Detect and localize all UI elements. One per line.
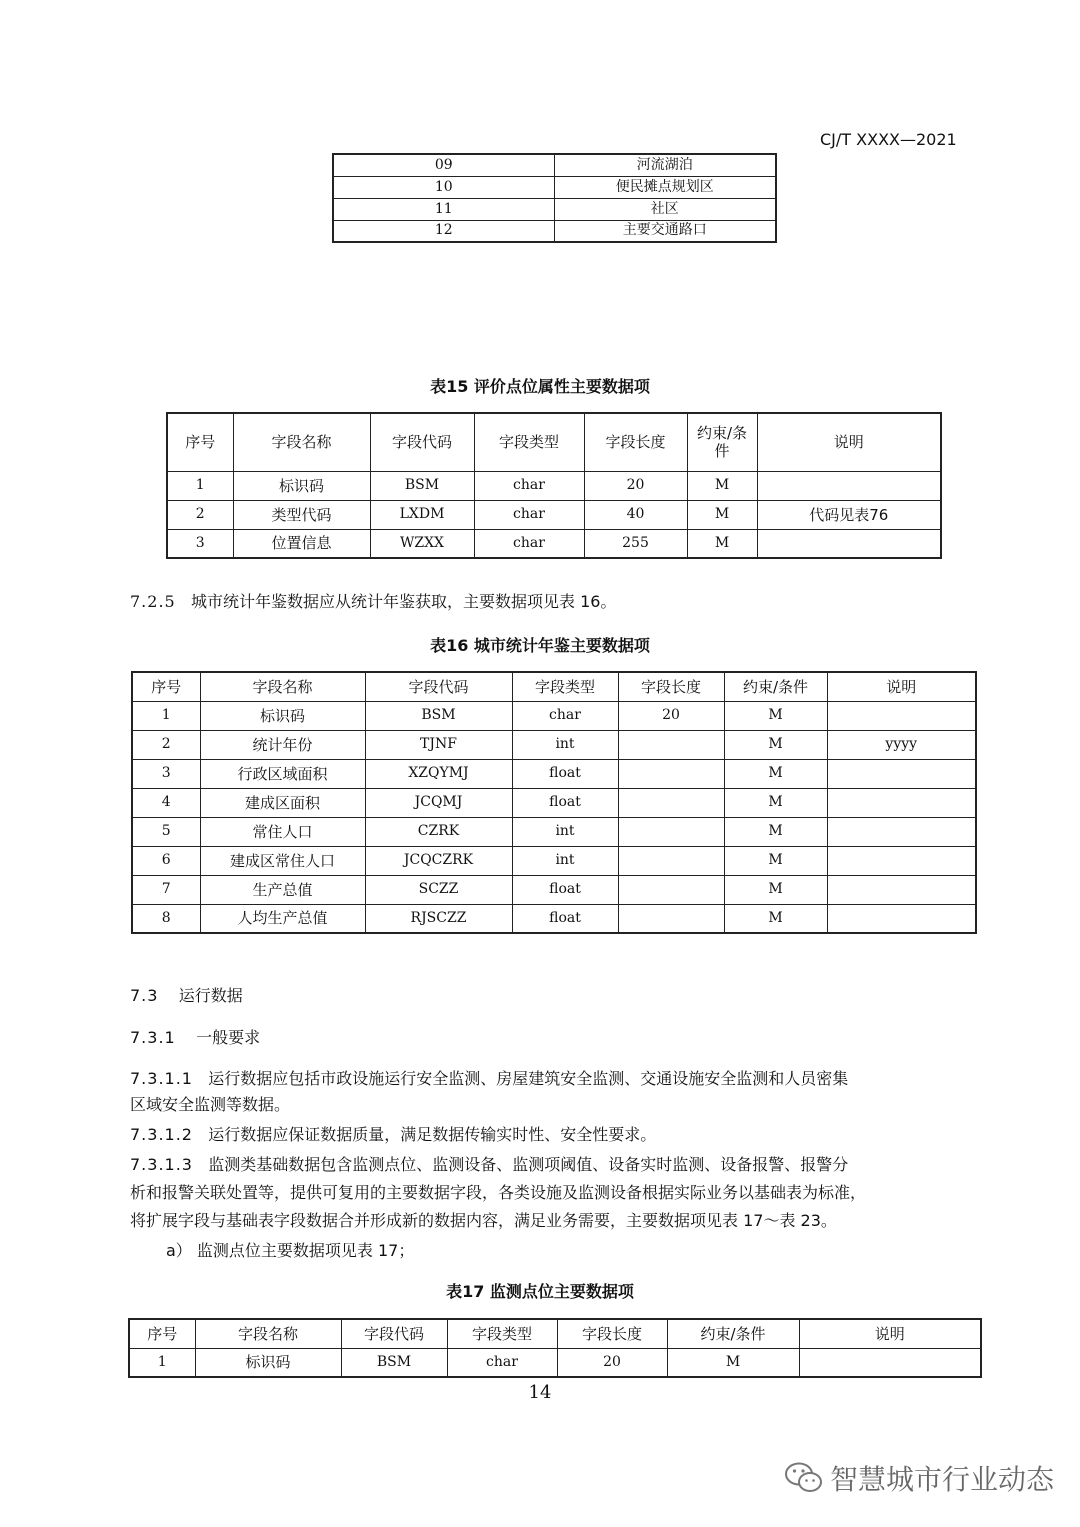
table-cell: 类型代码	[233, 500, 370, 529]
table-cell: 3	[132, 759, 200, 788]
table-cell: 1	[132, 701, 200, 730]
table-cell	[618, 730, 724, 759]
table-cell: float	[512, 759, 618, 788]
table-cell: M	[687, 500, 757, 529]
table-cell: M	[724, 875, 827, 904]
table-cell: 位置信息	[233, 529, 370, 558]
table-cell: 标识码	[200, 701, 365, 730]
page-number: 14	[528, 1382, 552, 1403]
clause-line	[130, 1066, 990, 1092]
table-cell: 主要交通路口	[554, 220, 776, 242]
table-cell: BSM	[370, 471, 474, 500]
table-cell: char	[447, 1348, 557, 1377]
section-title: 运行数据	[178, 986, 243, 1005]
header-cell: 约束/条件	[724, 672, 827, 701]
clause-text: 监测类基础数据包含监测点位、监测设备、监测项阈值、设备实时监测、设备报警、报警分	[208, 1155, 849, 1174]
table-cell: char	[474, 471, 584, 500]
table-15	[166, 412, 942, 559]
table-cell: 建成区面积	[200, 788, 365, 817]
table-16	[131, 671, 977, 934]
table-cell	[827, 875, 976, 904]
clause-7-3-1-1	[130, 1066, 990, 1118]
table-cell: 河流湖泊	[554, 154, 776, 176]
table-cell: XZQYMJ	[365, 759, 512, 788]
header-cell: 说明	[827, 672, 976, 701]
table-cell	[618, 788, 724, 817]
table-header-row	[132, 672, 976, 701]
table-cell: 40	[584, 500, 687, 529]
table-row	[132, 817, 976, 846]
header-cell: 序号	[132, 672, 200, 701]
table-cell: 标识码	[233, 471, 370, 500]
table-cell	[827, 846, 976, 875]
table-cell: BSM	[365, 701, 512, 730]
table-cell: 7	[132, 875, 200, 904]
table-row	[132, 846, 976, 875]
table-cell: M	[724, 817, 827, 846]
table-cell: 生产总值	[200, 875, 365, 904]
clause-7-3-1-2	[130, 1122, 990, 1148]
table-cell	[618, 846, 724, 875]
table-cell: M	[724, 788, 827, 817]
list-item-a: a） 监测点位主要数据项见表 17；	[166, 1241, 415, 1260]
clause-text: 城市统计年鉴数据应从统计年鉴获取，主要数据项见表 16。	[190, 592, 617, 611]
table-cell: char	[474, 500, 584, 529]
section-title: 一般要求	[196, 1028, 261, 1047]
table-cell: M	[724, 759, 827, 788]
table-cell: 11	[333, 198, 554, 220]
table-cell: SCZZ	[365, 875, 512, 904]
section-7-3-1-heading	[130, 1025, 260, 1048]
header-cell: 字段代码	[370, 413, 474, 471]
table-cell	[827, 701, 976, 730]
table-cell: 5	[132, 817, 200, 846]
table-cell: 12	[333, 220, 554, 242]
clause-number: 7.3.1.3	[130, 1155, 193, 1174]
paragraph-7-2-5	[130, 590, 616, 614]
header-cell: 序号	[167, 413, 233, 471]
table-cell: 社区	[554, 198, 776, 220]
header-cell: 字段名称	[200, 672, 365, 701]
table-cell: 建成区常住人口	[200, 846, 365, 875]
table-cell	[618, 759, 724, 788]
table-cell: 3	[167, 529, 233, 558]
table-cell: CZRK	[365, 817, 512, 846]
section-number: 7.3.1	[130, 1028, 176, 1047]
table-header-row	[129, 1319, 981, 1348]
table-cell: 统计年份	[200, 730, 365, 759]
section-7-3-heading	[130, 983, 243, 1006]
table-row	[132, 759, 976, 788]
table-cell: M	[667, 1348, 799, 1377]
header-cell: 约束/条件	[687, 413, 757, 471]
table-cell: int	[512, 846, 618, 875]
table-cell: 人均生产总值	[200, 904, 365, 933]
header-cell: 字段类型	[447, 1319, 557, 1348]
table-cell	[618, 817, 724, 846]
table-cell: 2	[167, 500, 233, 529]
table-cell: char	[474, 529, 584, 558]
table-row	[333, 176, 776, 198]
code-table-continued	[332, 153, 777, 243]
watermark-text: 智慧城市行业动态	[830, 1463, 1055, 1496]
table-cell	[827, 759, 976, 788]
table-cell: 便民摊点规划区	[554, 176, 776, 198]
clause-text: 运行数据应包括市政设施运行安全监测、房屋建筑安全监测、交通设施安全监测和人员密集	[208, 1069, 849, 1088]
wechat-icon	[784, 1461, 824, 1495]
table-cell: float	[512, 875, 618, 904]
table-cell: 1	[129, 1348, 195, 1377]
table-cell: 代码见表76	[757, 500, 941, 529]
header-cell: 字段类型	[474, 413, 584, 471]
clause-number: 7.3.1.2	[130, 1125, 193, 1144]
table-cell	[827, 817, 976, 846]
table-cell	[618, 875, 724, 904]
table-cell: TJNF	[365, 730, 512, 759]
document-code: CJ/T XXXX—2021	[820, 130, 957, 149]
table-cell: BSM	[341, 1348, 447, 1377]
header-cell: 字段长度	[618, 672, 724, 701]
table-row	[132, 904, 976, 933]
header-cell: 字段长度	[557, 1319, 667, 1348]
table-17	[128, 1318, 982, 1378]
header-cell: 序号	[129, 1319, 195, 1348]
table-cell: JCQMJ	[365, 788, 512, 817]
table-15-caption: 表15 评价点位属性主要数据项	[430, 377, 650, 396]
header-cell: 字段长度	[584, 413, 687, 471]
table-cell	[618, 904, 724, 933]
table-cell: 2	[132, 730, 200, 759]
table-cell: LXDM	[370, 500, 474, 529]
table-row	[132, 701, 976, 730]
table-16-caption: 表16 城市统计年鉴主要数据项	[430, 636, 650, 655]
table-cell: M	[724, 846, 827, 875]
table-cell	[827, 904, 976, 933]
clause-7-3-1-3	[130, 1151, 990, 1235]
table-cell: int	[512, 730, 618, 759]
table-row	[132, 788, 976, 817]
table-cell: 10	[333, 176, 554, 198]
table-row	[167, 500, 941, 529]
table-cell	[757, 529, 941, 558]
table-cell: 4	[132, 788, 200, 817]
header-cell: 字段代码	[341, 1319, 447, 1348]
clause-line: 将扩展字段与基础表字段数据合并形成新的数据内容，满足业务需要，主要数据项见表 17～表 23。	[130, 1211, 837, 1230]
table-cell: 255	[584, 529, 687, 558]
table-cell: float	[512, 788, 618, 817]
table-cell: int	[512, 817, 618, 846]
header-cell: 字段名称	[195, 1319, 341, 1348]
table-row	[129, 1348, 981, 1377]
table-cell: 常住人口	[200, 817, 365, 846]
table-cell: 8	[132, 904, 200, 933]
table-row	[167, 471, 941, 500]
header-cell: 说明	[757, 413, 941, 471]
header-cell: 字段类型	[512, 672, 618, 701]
section-number: 7.3	[130, 986, 159, 1005]
table-cell: 1	[167, 471, 233, 500]
table-cell: float	[512, 904, 618, 933]
table-cell: 09	[333, 154, 554, 176]
clause-line: 析和报警关联处置等，提供可复用的主要数据字段，各类设施及监测设备根据实际业务以基础表为标准，	[130, 1183, 867, 1202]
table-cell	[827, 788, 976, 817]
table-cell: M	[687, 529, 757, 558]
clause-number: 7.3.1.1	[130, 1069, 193, 1088]
table-cell: WZXX	[370, 529, 474, 558]
table-row	[132, 730, 976, 759]
table-cell: yyyy	[827, 730, 976, 759]
clause-line	[130, 1151, 990, 1179]
table-cell	[799, 1348, 981, 1377]
table-cell: 行政区域面积	[200, 759, 365, 788]
table-cell: 6	[132, 846, 200, 875]
clause-number: 7.2.5	[130, 592, 176, 611]
table-row	[333, 220, 776, 242]
table-17-caption: 表17 监测点位主要数据项	[446, 1282, 634, 1301]
table-row	[333, 154, 776, 176]
table-header-row	[167, 413, 941, 471]
table-cell: char	[512, 701, 618, 730]
table-cell: 20	[557, 1348, 667, 1377]
watermark	[784, 1458, 1054, 1498]
table-cell: M	[724, 701, 827, 730]
table-cell: M	[724, 730, 827, 759]
table-cell: M	[687, 471, 757, 500]
header-cell: 字段代码	[365, 672, 512, 701]
table-cell: JCQCZRK	[365, 846, 512, 875]
table-cell: RJSCZZ	[365, 904, 512, 933]
table-row	[333, 198, 776, 220]
table-cell: M	[724, 904, 827, 933]
clause-line: 区域安全监测等数据。	[130, 1095, 291, 1114]
header-cell: 说明	[799, 1319, 981, 1348]
table-cell: 20	[618, 701, 724, 730]
table-cell	[757, 471, 941, 500]
table-cell: 20	[584, 471, 687, 500]
header-cell: 字段名称	[233, 413, 370, 471]
table-row	[167, 529, 941, 558]
table-row	[132, 875, 976, 904]
table-cell: 标识码	[195, 1348, 341, 1377]
header-cell: 约束/条件	[667, 1319, 799, 1348]
clause-text: 运行数据应保证数据质量，满足数据传输实时性、安全性要求。	[208, 1125, 657, 1144]
